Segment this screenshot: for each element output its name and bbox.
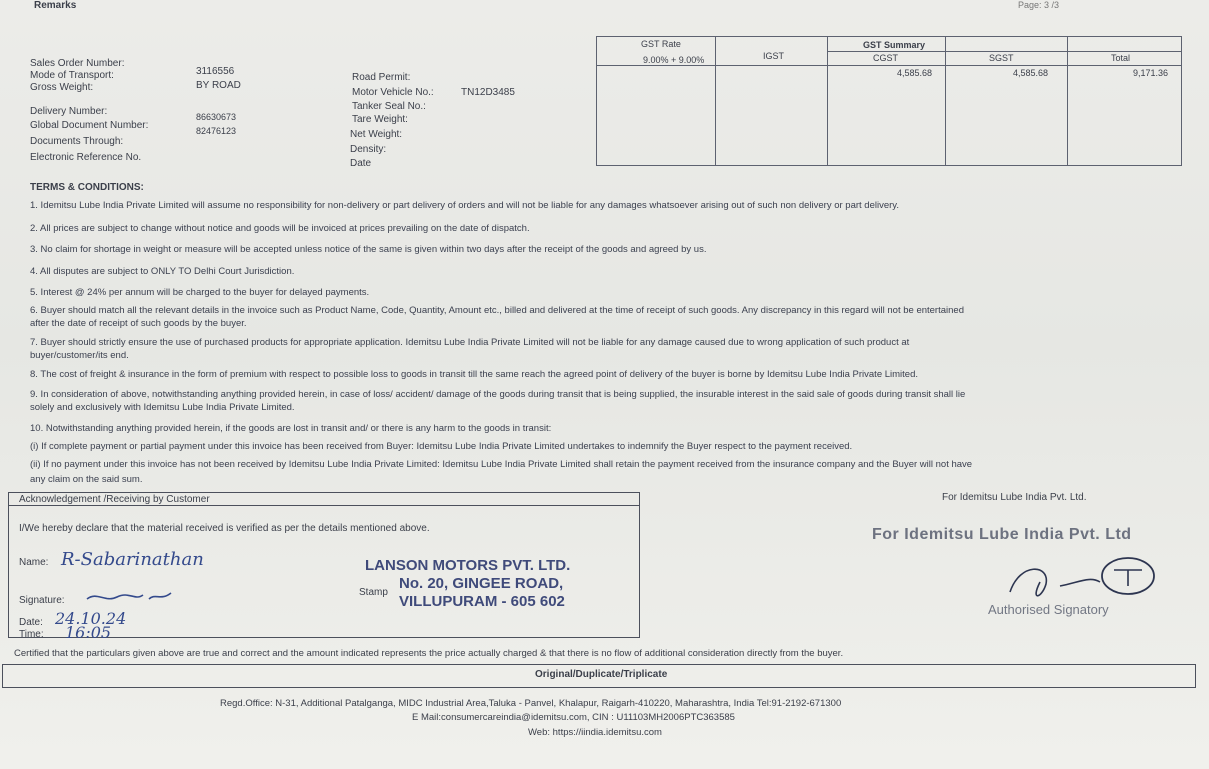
gst-rate-value: 9.00% + 9.00% (643, 55, 705, 65)
term-line: 9. In consideration of above, notwithstanding anything provided herein, in case of loss/ accident/ damage of the goods during transit that is being supplied, the insurable interest in the said sale of goods during transit shall lie (30, 389, 966, 400)
gst-rate-header: GST Rate (641, 39, 681, 49)
gross-weight-label: Gross Weight: (30, 82, 94, 93)
for-company-label: For Idemitsu Lube India Pvt. Ltd. (942, 492, 1087, 503)
terms-heading: TERMS & CONDITIONS: (30, 182, 144, 193)
remarks-label: Remarks (34, 0, 77, 11)
date-handwritten: 24.10.24 (55, 609, 127, 628)
road-permit-label: Road Permit: (352, 72, 411, 83)
company-stamp-text: For Idemitsu Lube India Pvt. Ltd (872, 526, 1132, 543)
page-number: Page: 3 /3 (1018, 0, 1060, 10)
term-line: 2. All prices are subject to change without notice and goods will be invoiced at prices prevailing on the date of dispatch. (30, 223, 530, 234)
mode-of-transport-value: BY ROAD (196, 80, 241, 91)
stamp-label: Stamp (359, 587, 388, 598)
ack-declaration: I/We hereby declare that the material received is verified as per the details mentioned above. (19, 523, 430, 534)
total-value: 9,171.36 (1133, 68, 1169, 78)
term-line: 3. No claim for shortage in weight or measure will be accepted unless notice of the same is given within two days after the receipt of the goods and agreed by us. (30, 244, 707, 255)
certified-statement: Certified that the particulars given above are true and correct and the amount indicated represents the price actually charged & that there is no flow of additional consideration directly from the buyer. (14, 648, 844, 659)
customer-name-handwritten: R-Sabarinathan (61, 549, 204, 570)
sgst-header: SGST (989, 53, 1014, 63)
term-line: 5. Interest @ 24% per annum will be charged to the buyer for delayed payments. (30, 287, 370, 298)
term-line: 10. Notwithstanding anything provided herein, if the goods are lost in transit and/ or there is any harm to the goods in transit: (30, 423, 552, 434)
documents-through-label: Documents Through: (30, 136, 124, 147)
acknowledgement-box (8, 492, 640, 642)
term-line: (i) If complete payment or partial payment under this invoice has been received from Buyer: Idemitsu Lube India Private Limited undertakes to indemnify the Buyer respect to the payment received. (30, 441, 853, 452)
term-line: 8. The cost of freight & insurance in the form of premium with respect to possible loss to goods in transit till the same reach the agreed point of delivery of the buyer is borne by Idemitsu Lube India Private Limited. (30, 369, 919, 380)
footer-email: E Mail:consumercareindia@idemitsu.com, CIN : U11103MH2006PTC363585 (412, 712, 735, 723)
authorised-signatory: Authorised Signatory (988, 602, 1109, 617)
footer-regd-office: Regd.Office: N-31, Additional Patalganga, MIDC Industrial Area,Taluka - Panvel, Khalapur, Raigarh-410220, Maharashtra, India Tel:91-2192-671300 (220, 698, 842, 709)
term-line: 4. All disputes are subject to ONLY TO Delhi Court Jurisdiction. (30, 266, 295, 277)
electronic-reference-label: Electronic Reference No. (30, 152, 142, 163)
term-line: 1. Idemitsu Lube India Private Limited will assume no responsibility for non-delivery or part delivery of orders and will not be liable for any damages whatsoever arising out of such non delivery or part delivery. (30, 200, 899, 211)
time-label: Time: (19, 629, 44, 640)
term-line: 6. Buyer should match all the relevant details in the invoice such as Product Name, Code, Quantity, Amount etc., billed and delivered at the time of receipt of such goods. Any discrepancy in this regard will not be entertained (30, 305, 964, 316)
sgst-value: 4,585.68 (1013, 68, 1049, 78)
name-label: Name: (19, 557, 49, 568)
date-label: Date (350, 158, 372, 169)
motor-vehicle-label: Motor Vehicle No.: (352, 87, 434, 98)
gst-summary-table (596, 36, 1182, 166)
density-label: Density: (350, 144, 387, 155)
stamp-line-1: LANSON MOTORS PVT. LTD. (365, 557, 571, 574)
copy-type-label: Original/Duplicate/Triplicate (535, 669, 668, 680)
igst-header: IGST (763, 51, 785, 61)
cgst-value: 4,585.68 (897, 68, 933, 78)
global-document-value: 82476123 (196, 126, 237, 136)
sales-order-label: Sales Order Number: (30, 58, 125, 69)
term-line: solely and exclusively with Idemitsu Lube India Private Limited. (30, 402, 295, 413)
stamp-line-2: No. 20, GINGEE ROAD, (399, 575, 564, 592)
cgst-header: CGST (873, 53, 899, 63)
term-line: (ii) If no payment under this invoice has not been received by Idemitsu Lube India Private Limited: Idemitsu Lube India Private Limited shall retain the payment received from the insurance company and the Buyer will not have (30, 459, 973, 470)
sales-order-value: 3116556 (196, 66, 235, 77)
tanker-seal-label: Tanker Seal No.: (352, 101, 426, 112)
motor-vehicle-value: TN12D3485 (461, 87, 515, 98)
ack-title: Acknowledgement /Receiving by Customer (19, 494, 210, 505)
term-line: 7. Buyer should strictly ensure the use of purchased products for appropriate application. Idemitsu Lube India Private Limited will not be liable for any damage caused due to wrong application of such product at (30, 337, 910, 348)
footer-web: Web: https://iindia.idemitsu.com (528, 727, 662, 738)
term-line: after the date of receipt of such goods by the buyer. (30, 318, 247, 329)
signature-label: Signature: (19, 595, 65, 606)
total-header: Total (1111, 53, 1131, 63)
term-line: any claim on the said sum. (30, 474, 143, 485)
copy-type-box (2, 664, 1196, 688)
mode-of-transport-label: Mode of Transport: (30, 70, 114, 81)
gst-summary-title: GST Summary (863, 40, 926, 50)
term-line: buyer/customer/its end. (30, 350, 129, 361)
time-handwritten: 16:05 (65, 623, 112, 642)
global-document-label: Global Document Number: (30, 120, 149, 131)
date-label-ack: Date: (19, 617, 43, 628)
stamp-line-3: VILLUPURAM - 605 602 (399, 593, 565, 610)
net-weight-label: Net Weight: (350, 129, 403, 140)
customer-signature-mark (83, 589, 183, 607)
delivery-number-label: Delivery Number: (30, 106, 108, 117)
tare-weight-label: Tare Weight: (352, 114, 408, 125)
delivery-number-value: 86630673 (196, 112, 237, 122)
